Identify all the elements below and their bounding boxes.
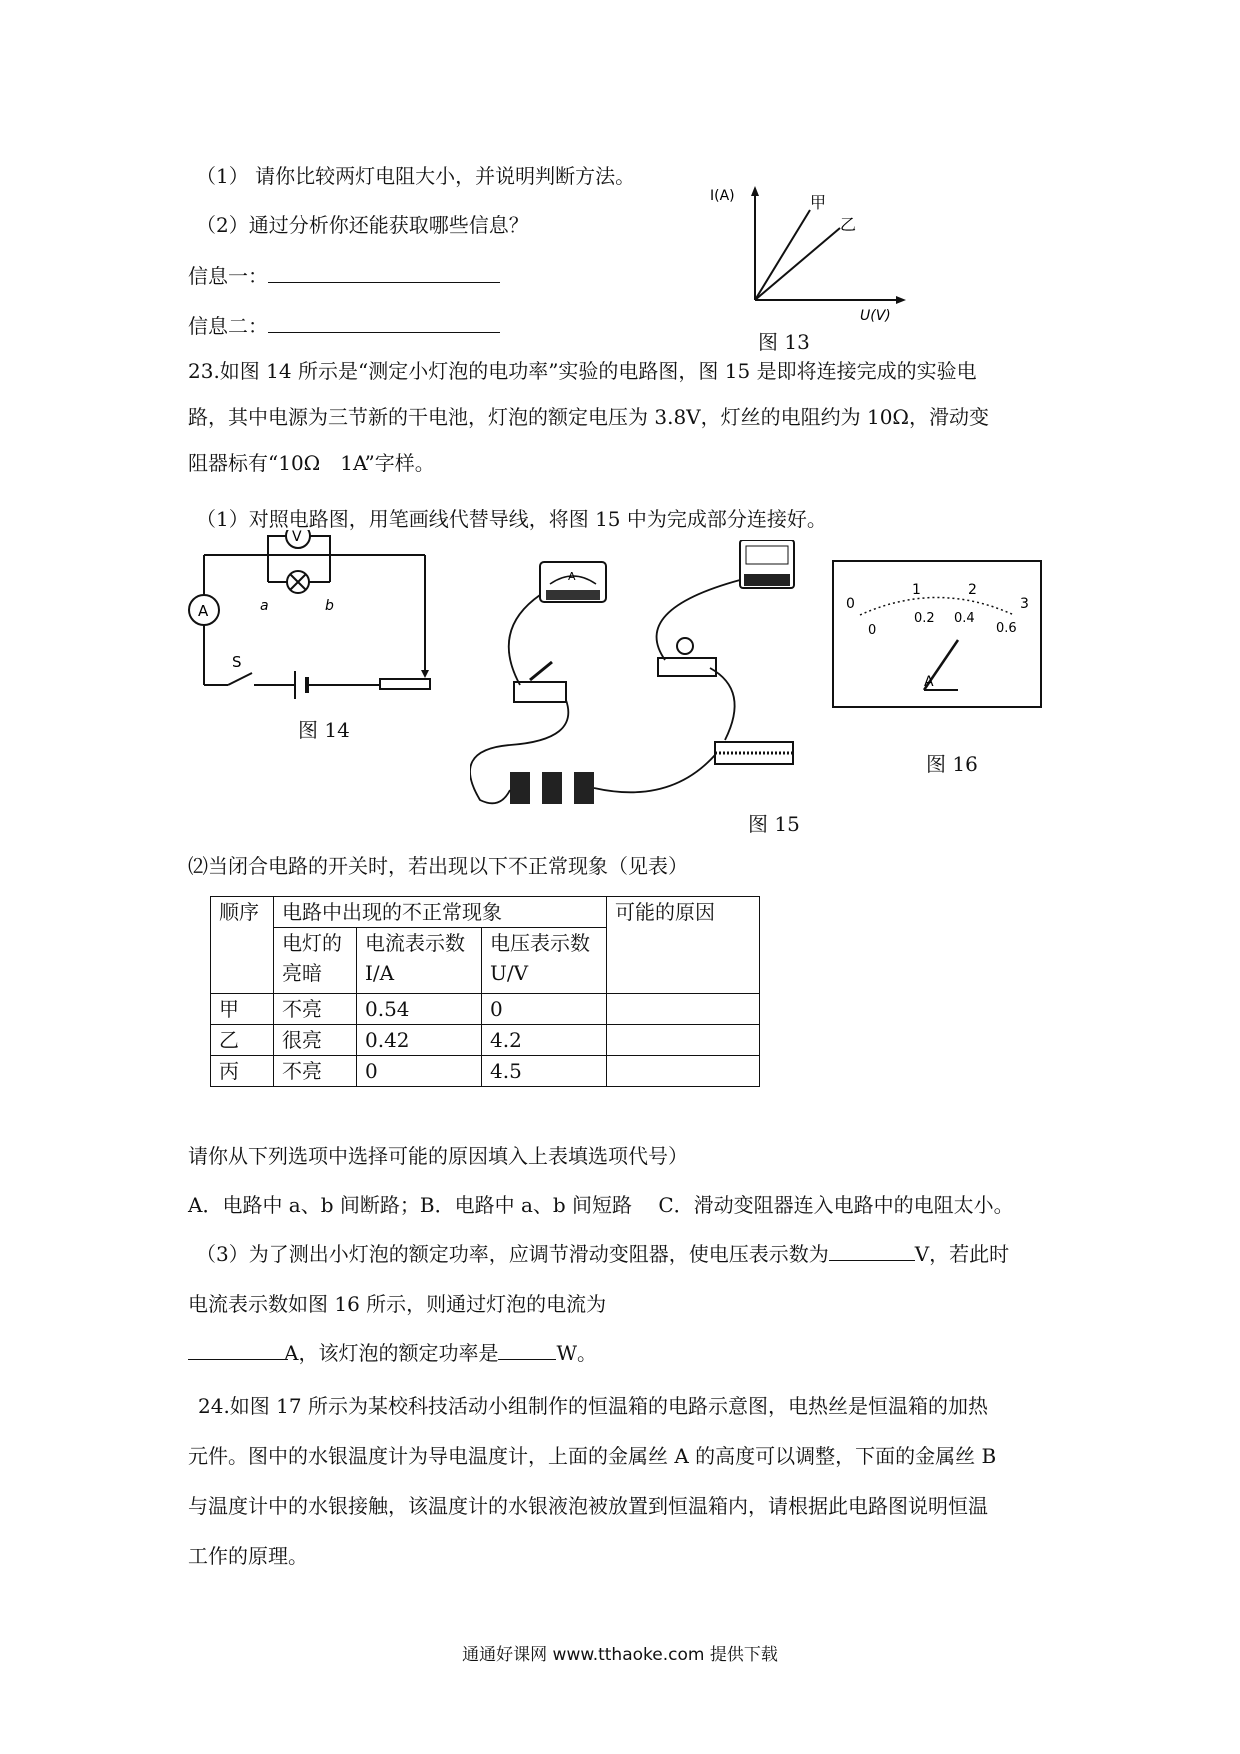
table-header-order: 顺序 bbox=[211, 897, 274, 994]
fig16-bottom-2: 0.4 bbox=[954, 611, 975, 626]
fig16-top-3: 3 bbox=[1020, 596, 1029, 612]
fig14-circuit bbox=[180, 530, 440, 700]
fig15-lamp bbox=[658, 658, 716, 676]
q22-sub1: （1） 请你比较两灯电阻大小，并说明判断方法。 bbox=[196, 164, 636, 188]
page-footer: 通通好课网 www.tthaoke.com 提供下载 bbox=[462, 1645, 778, 1665]
power-blank[interactable] bbox=[498, 1359, 556, 1360]
phenomenon-table bbox=[210, 896, 760, 1087]
row-cause-cell[interactable] bbox=[607, 994, 760, 1025]
info1-blank[interactable] bbox=[268, 282, 500, 283]
table-header-cause: 可能的原因 bbox=[607, 897, 760, 994]
row-lamp: 不亮 bbox=[274, 1056, 357, 1087]
q24-line1: 24.如图 17 所示为某校科技活动小组制作的恒温箱的电路示意图，电热丝是恒温箱的加热 bbox=[198, 1394, 988, 1418]
q23-sub1: （1）对照电路图，用笔画线代替导线，将图 15 中为完成部分连接好。 bbox=[196, 507, 827, 531]
fig15-apparatus bbox=[470, 540, 810, 810]
table-header-lamp: 电灯的亮暗 bbox=[274, 928, 357, 994]
row-order: 甲 bbox=[211, 994, 274, 1025]
fig13-line-b bbox=[755, 228, 840, 300]
fig13-line-a bbox=[755, 210, 810, 300]
table-row bbox=[211, 994, 760, 1025]
row-current: 0.42 bbox=[357, 1025, 482, 1056]
info1-label: 信息一： bbox=[188, 264, 268, 288]
fig13-line-b-label: 乙 bbox=[840, 215, 857, 234]
table-header-voltage: 电压表示数 U/V bbox=[482, 928, 607, 994]
fig14-rheostat bbox=[380, 679, 430, 689]
fig13-graph bbox=[700, 180, 930, 350]
fig15-caption: 图 15 bbox=[748, 812, 800, 836]
q23-sub3-a: （3）为了测出小灯泡的额定功率，应调节滑动变阻器，使电压表示数为 bbox=[196, 1242, 829, 1266]
table-header-current: 电流表示数 I/A bbox=[357, 928, 482, 994]
q23-intro-3: 阻器标有“10Ω 1A”字样。 bbox=[188, 451, 435, 475]
fig16-unit: A bbox=[924, 674, 934, 690]
row-order: 丙 bbox=[211, 1056, 274, 1087]
row-voltage: 0 bbox=[482, 994, 607, 1025]
table-row bbox=[211, 1025, 760, 1056]
q24-line3: 与温度计中的水银接触，该温度计的水银液泡被放置到恒温箱内，请根据此电路图说明恒温 bbox=[188, 1494, 988, 1518]
fig16-bottom-0: 0 bbox=[868, 623, 877, 638]
fig14-voltmeter-label: V bbox=[292, 530, 302, 545]
current-blank[interactable] bbox=[188, 1359, 284, 1360]
q23-intro-2: 路，其中电源为三节新的干电池，灯泡的额定电压为 3.8V，灯丝的电阻约为 10Ω，滑动变 bbox=[188, 405, 989, 429]
row-lamp: 很亮 bbox=[274, 1025, 357, 1056]
fig16-bottom-1: 0.2 bbox=[914, 611, 935, 626]
row-current: 0 bbox=[357, 1056, 482, 1087]
fig14-switch bbox=[228, 673, 252, 685]
fig13-x-arrow bbox=[896, 296, 906, 304]
row-voltage: 4.2 bbox=[482, 1025, 607, 1056]
fig13-y-arrow bbox=[751, 186, 759, 196]
q23-choose-prompt: 请你从下列选项中选择可能的原因填入上表填选项代号） bbox=[188, 1144, 688, 1168]
row-current: 0.54 bbox=[357, 994, 482, 1025]
q24-line2: 元件。图中的水银温度计为导电温度计，上面的金属丝 A 的高度可以调整，下面的金属丝 B bbox=[188, 1444, 997, 1468]
voltage-blank[interactable] bbox=[829, 1260, 915, 1261]
q22-sub2: （2）通过分析你还能获取哪些信息？ bbox=[196, 213, 529, 237]
info2-blank[interactable] bbox=[268, 332, 500, 333]
fig15-battery-1 bbox=[510, 772, 530, 804]
fig16-dial bbox=[832, 560, 1042, 708]
row-cause-cell[interactable] bbox=[607, 1056, 760, 1087]
table-row bbox=[211, 1056, 760, 1087]
fig15-rheostat bbox=[715, 742, 793, 764]
fig15-battery-2 bbox=[542, 772, 562, 804]
fig13-y-label: I(A) bbox=[710, 188, 735, 204]
fig16-bottom-3: 0.6 bbox=[996, 621, 1017, 636]
row-lamp: 不亮 bbox=[274, 994, 357, 1025]
q23-sub2: ⑵当闭合电路的开关时，若出现以下不正常现象（见表） bbox=[188, 854, 688, 878]
row-order: 乙 bbox=[211, 1025, 274, 1056]
q23-options: A．电路中 a、b 间断路；B．电路中 a、b 间短路 C．滑动变阻器连入电路中的电阻太小。 bbox=[188, 1193, 1014, 1217]
fig15-switch bbox=[514, 682, 566, 702]
fig14-switch-label: S bbox=[232, 653, 242, 671]
table-header-phenomenon: 电路中出现的不正常现象 bbox=[274, 897, 607, 928]
fig14-ammeter-label: A bbox=[198, 602, 209, 620]
row-cause-cell[interactable] bbox=[607, 1025, 760, 1056]
q23-sub3-e: W。 bbox=[556, 1341, 598, 1365]
q23-sub3-line3 bbox=[188, 1339, 597, 1367]
info2-label: 信息二： bbox=[188, 314, 268, 338]
fig14-caption: 图 14 bbox=[298, 718, 350, 742]
fig13-line-a-label: 甲 bbox=[810, 193, 827, 212]
fig15-battery-3 bbox=[574, 772, 594, 804]
q23-intro-1: 23.如图 14 所示是“测定小灯泡的电功率”实验的电路图，图 15 是即将连接完成的实验电 bbox=[188, 359, 977, 383]
fig15-ammeter-mark: A bbox=[568, 570, 576, 583]
q23-sub3-line1 bbox=[196, 1240, 1009, 1268]
fig13-x-label: U(V) bbox=[860, 308, 891, 324]
q22-info2 bbox=[188, 312, 500, 340]
fig16-top-0: 0 bbox=[846, 596, 855, 612]
fig14-node-a: a bbox=[260, 598, 269, 614]
q23-sub3-d: A，该灯泡的额定功率是 bbox=[284, 1341, 499, 1365]
fig16-top-2: 2 bbox=[968, 582, 977, 598]
fig14-node-b: b bbox=[325, 598, 334, 614]
q22-info1 bbox=[188, 262, 500, 290]
q23-sub3-c: 电流表示数如图 16 所示，则通过灯泡的电流为 bbox=[188, 1292, 607, 1316]
fig16-top-1: 1 bbox=[912, 582, 921, 598]
fig13-caption: 图 13 bbox=[758, 330, 810, 354]
row-voltage: 4.5 bbox=[482, 1056, 607, 1087]
q23-intro bbox=[188, 348, 1058, 486]
q24-line4: 工作的原理。 bbox=[188, 1544, 308, 1568]
q23-sub3-b: V，若此时 bbox=[914, 1242, 1010, 1266]
fig16-caption: 图 16 bbox=[926, 752, 978, 776]
